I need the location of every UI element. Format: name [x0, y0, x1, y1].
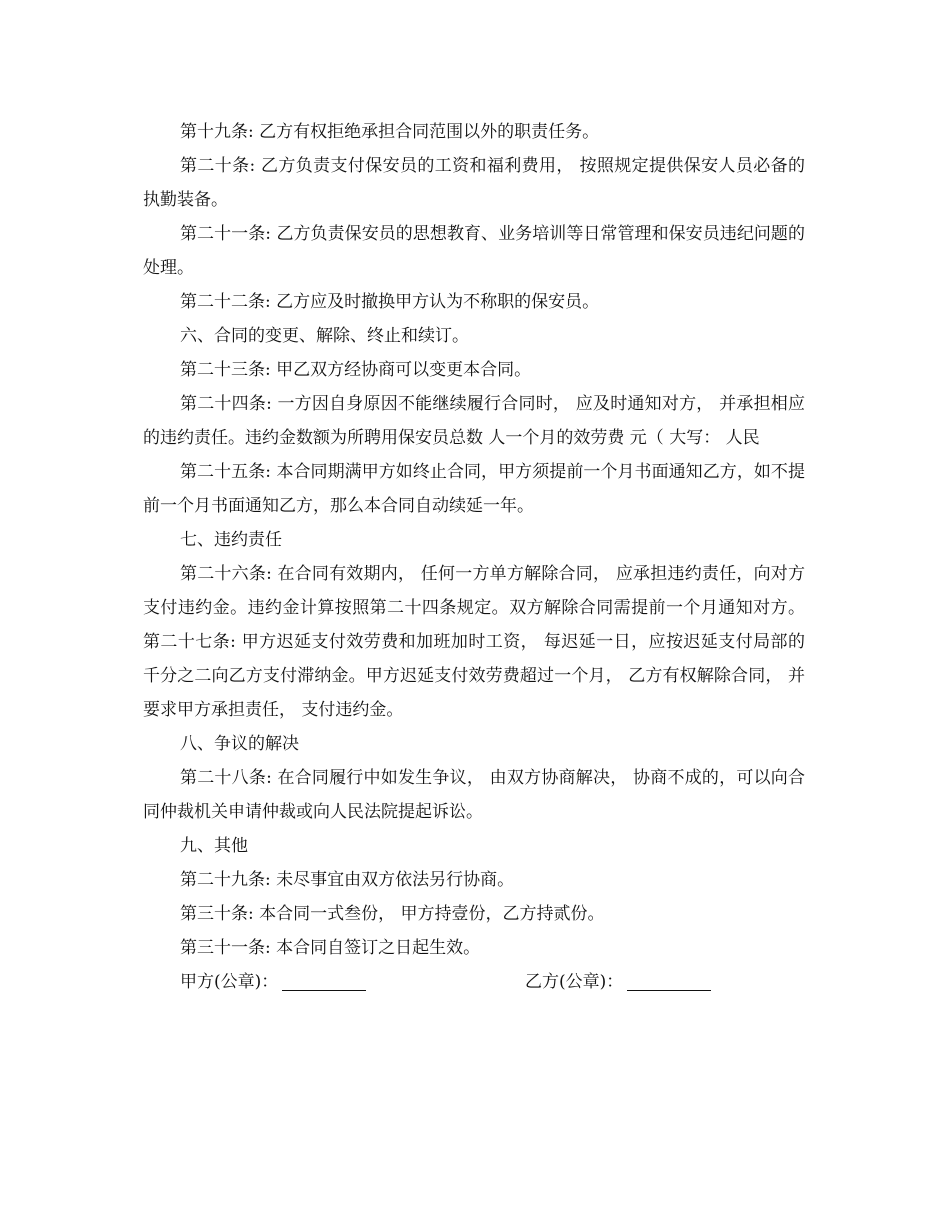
section-heading-9: 九、其他 [180, 836, 248, 856]
section-heading-6: 六、合同的变更、解除、终止和续订。 [180, 326, 469, 346]
clause-26-27: 第二十六条: 在合同有效期内， 任何一方单方解除合同， 应承担违约责任，向对方支付违约金。违约金计算按照第二十四条规定。双方解除合同需提前一个月通知对方。 第二十七条: 甲方迟延支付效劳费和加班加时工资， 每迟延一日，应按迟延支付局部的千分之二向乙方支付滞纳金。甲方迟延支付效劳费超过一个月， 乙方有权解除合同， 并要求甲方承担责任， 支付违约金。 [143, 564, 805, 720]
clause-31: 第三十一条: 本合同自签订之日起生效。 [180, 938, 481, 958]
contract-page [143, 115, 805, 999]
clause-23: 第二十三条: 甲乙双方经协商可以变更本合同。 [180, 360, 532, 380]
clause-30: 第三十条: 本合同一式叁份， 甲方持壹份，乙方持贰份。 [180, 904, 605, 924]
clause-19: 第十九条: 乙方有权拒绝承担合同范围以外的职责任务。 [180, 122, 600, 142]
clause-29: 第二十九条: 未尽事宜由双方依法另行协商。 [180, 870, 515, 890]
party-b-label: 乙方(公章)： [525, 972, 624, 992]
clause-24: 第二十四条: 一方因自身原因不能继续履行合同时， 应及时通知对方， 并承担相应的违约责任。违约金数额为所聘用保安员总数 人一个月的效劳费 元（ 大写： 人民 [143, 394, 805, 448]
clause-21: 第二十一条: 乙方负责保安员的思想教育、业务培训等日常管理和保安员违纪问题的处理。 [143, 224, 805, 278]
section-heading-7: 七、违约责任 [180, 530, 282, 550]
party-b-blank-line [627, 968, 711, 991]
signature-row [143, 965, 805, 999]
party-a-label: 甲方(公章)： [180, 972, 279, 992]
clause-25: 第二十五条: 本合同期满甲方如终止合同，甲方须提前一个月书面通知乙方，如不提前一个月书面通知乙方，那么本合同自动续延一年。 [143, 462, 805, 516]
party-a-blank-line [282, 968, 366, 991]
section-heading-8: 八、争议的解决 [180, 734, 299, 754]
party-a-signature [180, 965, 366, 999]
clause-22: 第二十二条: 乙方应及时撤换甲方认为不称职的保安员。 [180, 292, 600, 312]
clause-20: 第二十条: 乙方负责支付保安员的工资和福利费用， 按照规定提供保安人员必备的执勤装备。 [143, 156, 805, 210]
party-b-signature [525, 965, 711, 999]
clause-28: 第二十八条: 在合同履行中如发生争议， 由双方协商解决， 协商不成的，可以向合同仲裁机关申请仲裁或向人民法院提起诉讼。 [143, 768, 805, 822]
